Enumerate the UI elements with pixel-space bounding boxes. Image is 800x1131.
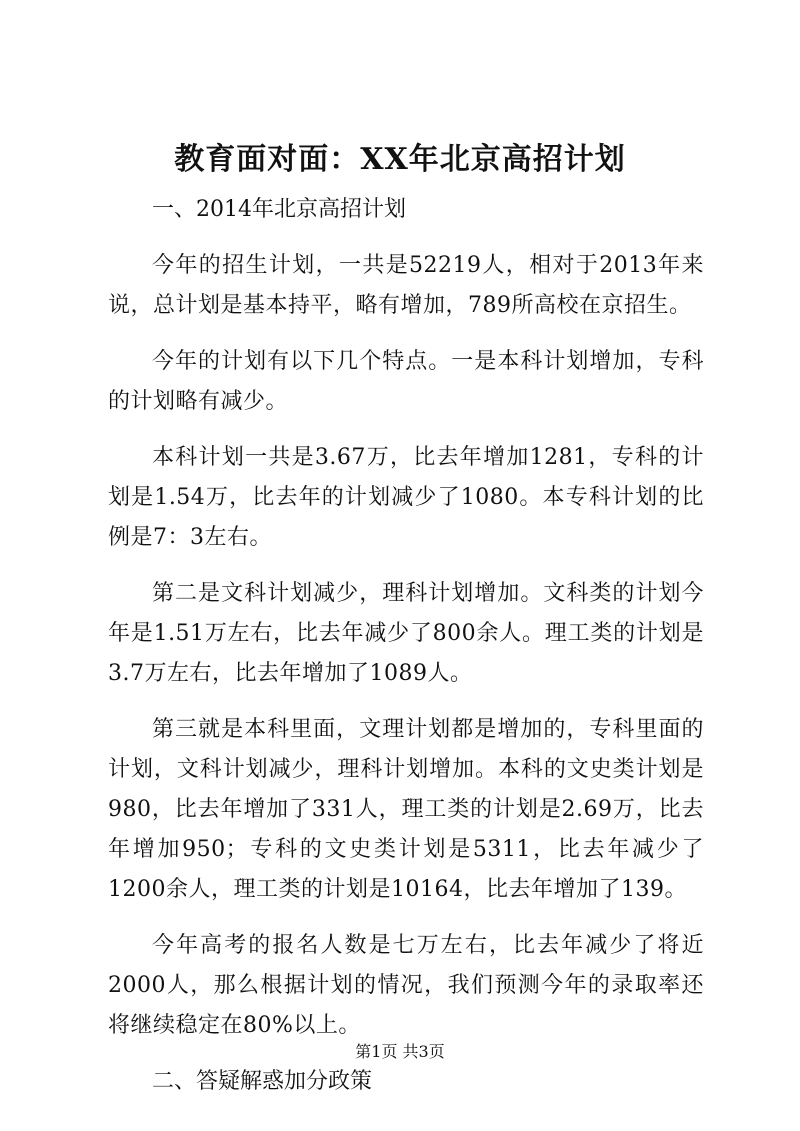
paragraph-5: 第三就是本科里面，文理计划都是增加的，专科里面的计划，文科计划减少，理科计划增加。本科的文史类计划是980，比去年增加了331人，理工类的计划是2.69万，比去年增加950；专科的文史类计划是5311，比去年减少了1200余人，理工类的计划是10164，比去年增加了139。 xyxy=(108,717,704,902)
section-heading-1: 一、2014年北京高招计划 xyxy=(152,197,406,222)
paragraph-1: 今年的招生计划，一共是52219人，相对于2013年来说，总计划是基本持平，略有增加，789所高校在京招生。 xyxy=(108,253,704,318)
page-footer: 第1页 共3页 xyxy=(355,1042,445,1061)
paragraph-2: 今年的计划有以下几个特点。一是本科计划增加，专科的计划略有减少。 xyxy=(108,349,704,414)
paragraph-6: 今年高考的报名人数是七万左右，比去年减少了将近2000人，那么根据计划的情况，我们预测今年的录取率还将继续稳定在80%以上。 xyxy=(108,933,704,1038)
document-body xyxy=(108,190,704,1102)
section-heading-2: 二、答疑解惑加分政策 xyxy=(152,1069,373,1094)
paragraph-3: 本科计划一共是3.67万，比去年增加1281，专科的计划是1.54万，比去年的计划减少了1080。本专科计划的比例是7：3左右。 xyxy=(108,445,704,550)
document-title: 教育面对面：XX年北京高招计划 xyxy=(174,142,626,177)
paragraph-4: 第二是文科计划减少，理科计划增加。文科类的计划今年是1.51万左右，比去年减少了800余人。理工类的计划是3.7万左右，比去年增加了1089人。 xyxy=(108,581,704,686)
